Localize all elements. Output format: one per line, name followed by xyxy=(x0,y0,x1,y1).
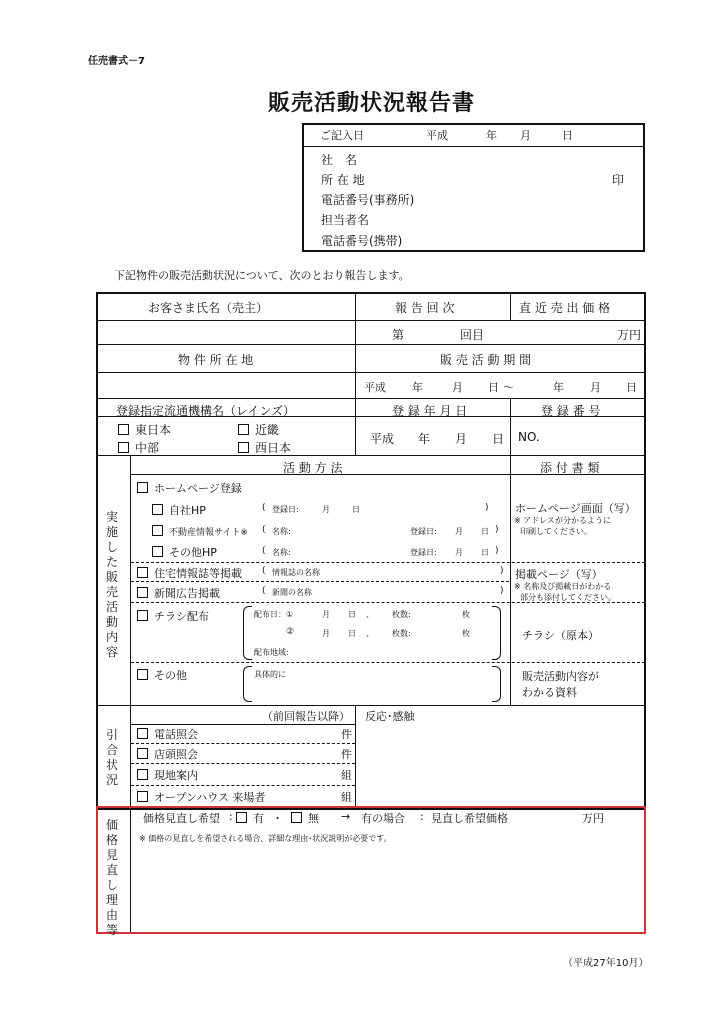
own-hp-month[interactable]: 月 xyxy=(322,505,330,514)
phone-mobile-label[interactable]: 電話番号(携帯) xyxy=(321,234,403,248)
desired-price-unit[interactable]: 万円 xyxy=(582,812,604,825)
pub-note-2: 部分も添付してください。 xyxy=(520,593,616,602)
inquiry-phone[interactable]: 電話照会 xyxy=(137,726,198,742)
checkbox[interactable] xyxy=(137,728,148,739)
property-address-header: 物 件 所 在 地 xyxy=(178,353,254,367)
checkbox[interactable] xyxy=(137,791,148,802)
reins-east-japan[interactable]: 東日本 xyxy=(118,421,171,438)
date-month[interactable]: 月 xyxy=(520,129,531,142)
specific-label[interactable]: 具体的に xyxy=(254,670,286,679)
hp-attachment: ホームページ画面（写） xyxy=(515,502,636,515)
reg-date-header: 登 録 年 月 日 xyxy=(392,404,468,418)
site-reg-label[interactable]: 登録日: xyxy=(410,527,437,536)
flyer-option[interactable]: チラシ配布 xyxy=(137,608,209,624)
reins-west-japan[interactable]: 西日本 xyxy=(238,439,291,456)
inquiry-site-visit[interactable]: 現地案内 xyxy=(137,767,198,783)
pub-note-1: ※ 名称及び掲載日がわかる xyxy=(514,582,612,591)
price-wish-label: 価格見直し希望 xyxy=(143,812,220,825)
since-last-report: （前回報告以降） xyxy=(262,710,350,723)
own-hp-option[interactable]: 自社HP xyxy=(152,502,206,518)
reg-year[interactable]: 年 xyxy=(418,432,431,446)
price-wish-yes[interactable]: 有 xyxy=(236,810,264,826)
checkbox[interactable] xyxy=(137,587,148,598)
period-start-month[interactable]: 月 xyxy=(452,381,463,394)
other-attachment-1: 販売活動内容が xyxy=(522,670,599,683)
hp-note-2: 印刷してください。 xyxy=(520,527,592,536)
pub-attachment: 掲載ページ（写） xyxy=(515,568,603,581)
flyer-brace-left xyxy=(243,606,252,660)
own-hp-reg-label[interactable]: 登録日: xyxy=(272,505,299,514)
period-start-year[interactable]: 年 xyxy=(412,381,423,394)
activity-side-label: 実施した販売活動内容 xyxy=(105,510,118,659)
reg-era: 平成 xyxy=(370,432,395,446)
price-unit[interactable]: 万円 xyxy=(617,328,642,342)
checkbox[interactable] xyxy=(238,442,249,453)
page-title: 販売活動状況報告書 xyxy=(268,91,476,116)
reg-no[interactable]: NO. xyxy=(518,430,540,444)
if-yes-label: 有の場合 xyxy=(361,812,405,825)
other-attachment-2: わかる資料 xyxy=(522,686,577,699)
phone-office-label[interactable]: 電話番号(事務所) xyxy=(321,193,415,207)
flyer-date2-label: ② xyxy=(286,627,295,637)
paper-name-label[interactable]: 新聞の名称 xyxy=(272,588,312,597)
intro-text: 下記物件の販売活動状況について、次のとおり報告します。 xyxy=(114,269,410,282)
other-hp-name-label[interactable]: 名称: xyxy=(272,548,291,557)
inquiry-store-unit[interactable]: 件 xyxy=(341,748,352,761)
date-day[interactable]: 日 xyxy=(562,129,573,142)
inquiry-phone-unit[interactable]: 件 xyxy=(341,728,352,741)
checkbox[interactable] xyxy=(137,610,148,621)
other-hp-option[interactable]: その他HP xyxy=(152,544,217,560)
flyer-date1-label: 配布日：① xyxy=(254,610,294,619)
report-count-header: 報 告 回 次 xyxy=(395,301,455,315)
own-hp-open: ( xyxy=(262,503,266,513)
checkbox[interactable] xyxy=(137,567,148,578)
checkbox[interactable] xyxy=(238,424,249,435)
reg-month[interactable]: 月 xyxy=(455,432,468,446)
period-end-month[interactable]: 月 xyxy=(590,381,601,394)
checkbox[interactable] xyxy=(152,546,163,557)
reg-no-header: 登 録 番 号 xyxy=(541,404,601,418)
inquiry-side-label: 引合状況 xyxy=(105,728,118,787)
reins-header: 登録指定流通機構名（レインズ） xyxy=(116,404,296,418)
hp-note-1: ※ アドレスが分かるように xyxy=(514,516,612,525)
period-tilde: ～ xyxy=(503,381,514,394)
date-label: ご記入日 xyxy=(320,129,364,142)
method-header: 活 動 方 法 xyxy=(283,461,343,475)
inquiry-open-house-unit[interactable]: 組 xyxy=(341,791,352,804)
flyer-area-label[interactable]: 配布地域: xyxy=(254,648,289,657)
attachment-header: 添 付 書 類 xyxy=(540,461,600,475)
other-activity-option[interactable]: その他 xyxy=(137,667,187,683)
checkbox[interactable] xyxy=(118,442,129,453)
period-start-day[interactable]: 日 xyxy=(488,381,499,394)
report-count-prefix: 第 xyxy=(392,328,405,342)
checkbox[interactable] xyxy=(118,424,129,435)
flyer-brace-right xyxy=(492,606,501,660)
homepage-option[interactable]: ホームページ登録 xyxy=(137,480,242,496)
form-code: 任売書式－7 xyxy=(88,56,145,67)
period-end-year[interactable]: 年 xyxy=(553,381,564,394)
checkbox[interactable] xyxy=(152,525,163,536)
other-hp-reg-label[interactable]: 登録日: xyxy=(410,548,437,557)
company-label[interactable]: 社 名 xyxy=(321,153,358,167)
checkbox[interactable] xyxy=(137,669,148,680)
mag-name-label[interactable]: 情報誌の名称 xyxy=(272,568,320,577)
checkbox[interactable] xyxy=(137,769,148,780)
arrow-icon: → xyxy=(341,810,351,823)
sales-period-header: 販 売 活 動 期 間 xyxy=(440,353,532,367)
response-label[interactable]: 反応･感触 xyxy=(365,710,415,723)
report-count-suffix[interactable]: 回目 xyxy=(460,328,485,342)
seal-mark: 印 xyxy=(612,173,625,187)
divider xyxy=(304,146,643,147)
person-label[interactable]: 担当者名 xyxy=(321,213,370,227)
checkbox[interactable] xyxy=(152,504,163,515)
inquiry-site-visit-unit[interactable]: 組 xyxy=(341,769,352,782)
site-name-label[interactable]: 名称: xyxy=(272,527,291,536)
checkbox[interactable] xyxy=(236,812,247,823)
price-review-note: ※ 価格の見直しを希望される場合、詳細な理由･状況説明が必要です。 xyxy=(139,834,392,843)
newspaper-option[interactable]: 新聞広告掲載 xyxy=(137,585,220,601)
form-page: 任売書式－7 販売活動状況報告書 ご記入日 平成 年 月 日 社 名 所 在 地 印 電話番号(事務所) 担当者名 電話番号(携帯) 下記物件の販売活動状況について、次のとおり報告します。 お客さま氏名（売主） 報 告 回 次 直 近 売 出 価 格 第 回目 万円 物 件 所 在 地 販 売 活 動 期 間 平成 年 月 日 ～ 年 月 日 登録指定流通機構名（レインズ） 登 録 年 月 日 登 録 番 号 東日本 近畿 中部 西日本 平成 年 月 日 NO. 実施した販売活動内容 活 動 方 法 添 付 書 類 ホームページ登録 自社HP ( 登録日: 月 日 ) 不動産情報サイト※ ( 名称: 登録日: 月 日 ) その他HP ( 名称: 登録日: 月 日 ) ホームページ画面（写） ※ アドレスが分かるように 印刷してください。 住宅情報誌等掲載 ( 情報誌の名称 ) 新聞広告掲載 ( 新聞の名称 ) 掲載ページ（写） ※ 名称及び掲載日がわかる 部分も添付してください。 チラシ配布 配布日：① 月 日 、 枚数: 枚 ② 月 日 、 枚数: 枚 配布地域: チラシ（原本） その他 具体的に 販売活動内容が わかる資料 引合状況 （前回報告以降） 反応･感触 電話照会 件 店頭照会 件 現地案内 組 オープンハウス 来場者 組 価格見直し理由等 価格見直し希望 : 有 ・ 無 → 有の場合 : 見直し希望価格 万円 ※ 価格の見直しを希望される場合、詳細な理由･状況説明が必要です。 （平成27年10月） xyxy=(0,0,724,1024)
date-year[interactable]: 年 xyxy=(486,129,497,142)
inquiry-open-house[interactable]: オープンハウス 来場者 xyxy=(137,789,265,805)
inquiry-store[interactable]: 店頭照会 xyxy=(137,746,198,762)
own-hp-close: ) xyxy=(485,503,489,513)
period-era: 平成 xyxy=(364,381,386,394)
date-era: 平成 xyxy=(426,129,448,142)
recent-price-header: 直 近 売 出 価 格 xyxy=(519,301,611,315)
reins-chubu[interactable]: 中部 xyxy=(118,439,159,456)
customer-header: お客さま氏名（売主） xyxy=(148,301,269,315)
housing-mag-option[interactable]: 住宅情報誌等掲載 xyxy=(137,565,242,581)
checkbox[interactable] xyxy=(137,748,148,759)
reg-day[interactable]: 日 xyxy=(492,432,505,446)
period-end-day[interactable]: 日 xyxy=(626,381,637,394)
price-wish-no[interactable]: 無 xyxy=(291,810,319,826)
flyer-attachment: チラシ（原本） xyxy=(522,629,599,642)
realestate-site-option[interactable]: 不動産情報サイト※ xyxy=(152,525,248,538)
footer-date: （平成27年10月） xyxy=(563,958,649,969)
desired-price-label[interactable]: 見直し希望価格 xyxy=(431,812,508,825)
checkbox[interactable] xyxy=(291,812,302,823)
own-hp-day[interactable]: 日 xyxy=(352,505,360,514)
reins-kinki[interactable]: 近畿 xyxy=(238,421,279,438)
address-label[interactable]: 所 在 地 xyxy=(321,173,365,187)
price-review-side-label: 価格見直し理由等 xyxy=(105,818,118,937)
checkbox[interactable] xyxy=(137,482,148,493)
